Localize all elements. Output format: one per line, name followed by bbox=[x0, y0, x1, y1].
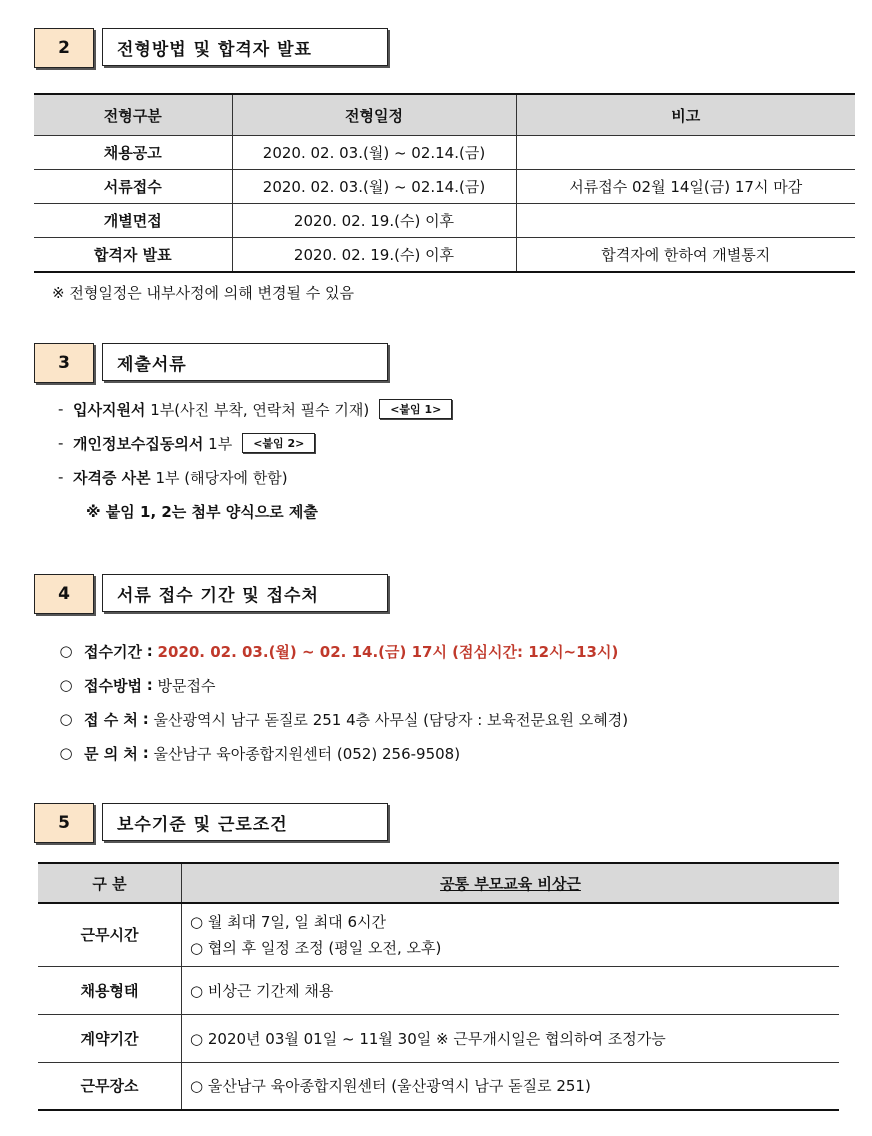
section-number: 2 bbox=[34, 28, 94, 68]
info-label: 접수기간 bbox=[84, 642, 142, 661]
doc-desc: 1부 (해당자에 한함) bbox=[155, 468, 288, 487]
circle-bullet-icon: ○ bbox=[59, 676, 73, 694]
table-row bbox=[38, 1062, 839, 1110]
list-item: ○ 접 수 처 : 울산광역시 남구 돋질로 251 4층 사무실 (담당자 : 보육전문요원 오혜경) bbox=[59, 710, 629, 729]
list-item: - 개인정보수집동의서 1부 <붙임 2> bbox=[58, 426, 452, 460]
table-row bbox=[34, 238, 855, 273]
info-value: 방문접수 bbox=[157, 676, 216, 695]
cell-note bbox=[516, 136, 855, 170]
condition-label: 계약기간 bbox=[38, 1014, 182, 1062]
doc-name: 입사지원서 bbox=[72, 400, 146, 419]
cell-note: 합격자에 한하여 개별통지 bbox=[516, 238, 855, 273]
condition-label: 근무시간 bbox=[38, 903, 182, 966]
section-number: 5 bbox=[34, 803, 94, 843]
table-row bbox=[34, 136, 855, 170]
table-row bbox=[34, 170, 855, 204]
cell-note: 서류접수 02월 14일(금) 17시 마감 bbox=[516, 170, 855, 204]
cell-schedule: 2020. 02. 03.(월) ~ 02.14.(금) bbox=[232, 136, 516, 170]
attachment-tag: <붙임 1> bbox=[379, 399, 452, 419]
circle-bullet-icon: ○ bbox=[59, 642, 73, 660]
info-label: 문 의 처 bbox=[84, 744, 138, 763]
column-header: 비고 bbox=[516, 94, 855, 136]
list-item: - 자격증 사본 1부 (해당자에 한함) bbox=[58, 468, 288, 487]
list-item: ○ 문 의 처 : 울산남구 육아종합지원센터 (052) 256-9508) bbox=[59, 744, 461, 763]
cell-schedule: 2020. 02. 19.(수) 이후 bbox=[232, 238, 516, 273]
condition-value: ○ 2020년 03월 01일 ~ 11월 30일 ※ 근무개시일은 협의하여 조정가능 bbox=[182, 1014, 840, 1062]
cell-stage: 개별면접 bbox=[34, 204, 232, 238]
cell-stage: 채용공고 bbox=[34, 136, 232, 170]
table-row bbox=[38, 1014, 839, 1062]
condition-label: 채용형태 bbox=[38, 966, 182, 1014]
attachment-tag: <붙임 2> bbox=[242, 433, 315, 453]
circle-bullet-icon: ○ bbox=[59, 710, 73, 728]
table-header-row bbox=[38, 863, 839, 903]
doc-desc: 1부(사진 부착, 연락처 필수 기재) bbox=[150, 400, 370, 419]
table-header-row bbox=[34, 94, 855, 136]
table-row bbox=[38, 903, 839, 966]
schedule-note: ※ 전형일정은 내부사정에 의해 변경될 수 있음 bbox=[52, 284, 354, 302]
doc-name: 개인정보수집동의서 bbox=[72, 434, 204, 453]
info-label: 접 수 처 bbox=[84, 710, 138, 729]
circle-bullet-icon: ○ bbox=[59, 744, 73, 762]
list-item: ○ 접수방법 : 방문접수 bbox=[59, 676, 216, 695]
list-item: ○ 접수기간 : 2020. 02. 03.(월) ~ 02. 14.(금) 17시 (점심시간: 12시~13시) bbox=[59, 642, 619, 661]
info-label: 접수방법 bbox=[84, 676, 142, 695]
list-item: - 입사지원서 1부(사진 부착, 연락처 필수 기재) <붙임 1> bbox=[58, 392, 452, 426]
column-header: 전형일정 bbox=[232, 94, 516, 136]
section-title: 전형방법 및 합격자 발표 bbox=[102, 28, 388, 66]
condition-value: ○ 울산남구 육아종합지원센터 (울산광역시 남구 돋질로 251) bbox=[182, 1062, 840, 1110]
documents-note: ※ 붙임 1, 2는 첨부 양식으로 제출 bbox=[86, 502, 318, 521]
schedule-table bbox=[34, 93, 855, 273]
column-header: 공통 부모교육 비상근 bbox=[182, 863, 840, 903]
submission-info bbox=[58, 634, 628, 770]
condition-value: ○ 월 최대 7일, 일 최대 6시간 ○ 협의 후 일정 조정 (평일 오전, 오후) bbox=[182, 903, 840, 966]
cell-note bbox=[516, 204, 855, 238]
section-number: 3 bbox=[34, 343, 94, 383]
column-header: 전형구분 bbox=[34, 94, 232, 136]
cell-stage: 서류접수 bbox=[34, 170, 232, 204]
table-row bbox=[38, 966, 839, 1014]
cell-stage: 합격자 발표 bbox=[34, 238, 232, 273]
condition-label: 근무장소 bbox=[38, 1062, 182, 1110]
doc-desc: 1부 bbox=[208, 434, 233, 453]
cell-schedule: 2020. 02. 03.(월) ~ 02.14.(금) bbox=[232, 170, 516, 204]
section-title: 보수기준 및 근로조건 bbox=[102, 803, 388, 841]
table-row bbox=[34, 204, 855, 238]
column-header: 구 분 bbox=[38, 863, 182, 903]
conditions-table bbox=[38, 862, 839, 1111]
section-title: 서류 접수 기간 및 접수처 bbox=[102, 574, 388, 612]
section-title: 제출서류 bbox=[102, 343, 388, 381]
info-value: 울산남구 육아종합지원센터 (052) 256-9508) bbox=[153, 744, 461, 763]
cell-schedule: 2020. 02. 19.(수) 이후 bbox=[232, 204, 516, 238]
info-value: 울산광역시 남구 돋질로 251 4층 사무실 (담당자 : 보육전문요원 오혜경) bbox=[153, 710, 629, 729]
doc-name: 자격증 사본 bbox=[72, 468, 151, 487]
documents-list bbox=[58, 392, 452, 528]
section-number: 4 bbox=[34, 574, 94, 614]
info-value: 2020. 02. 03.(월) ~ 02. 14.(금) 17시 (점심시간: 12시~13시) bbox=[157, 642, 619, 661]
condition-value: ○ 비상근 기간제 채용 bbox=[182, 966, 840, 1014]
